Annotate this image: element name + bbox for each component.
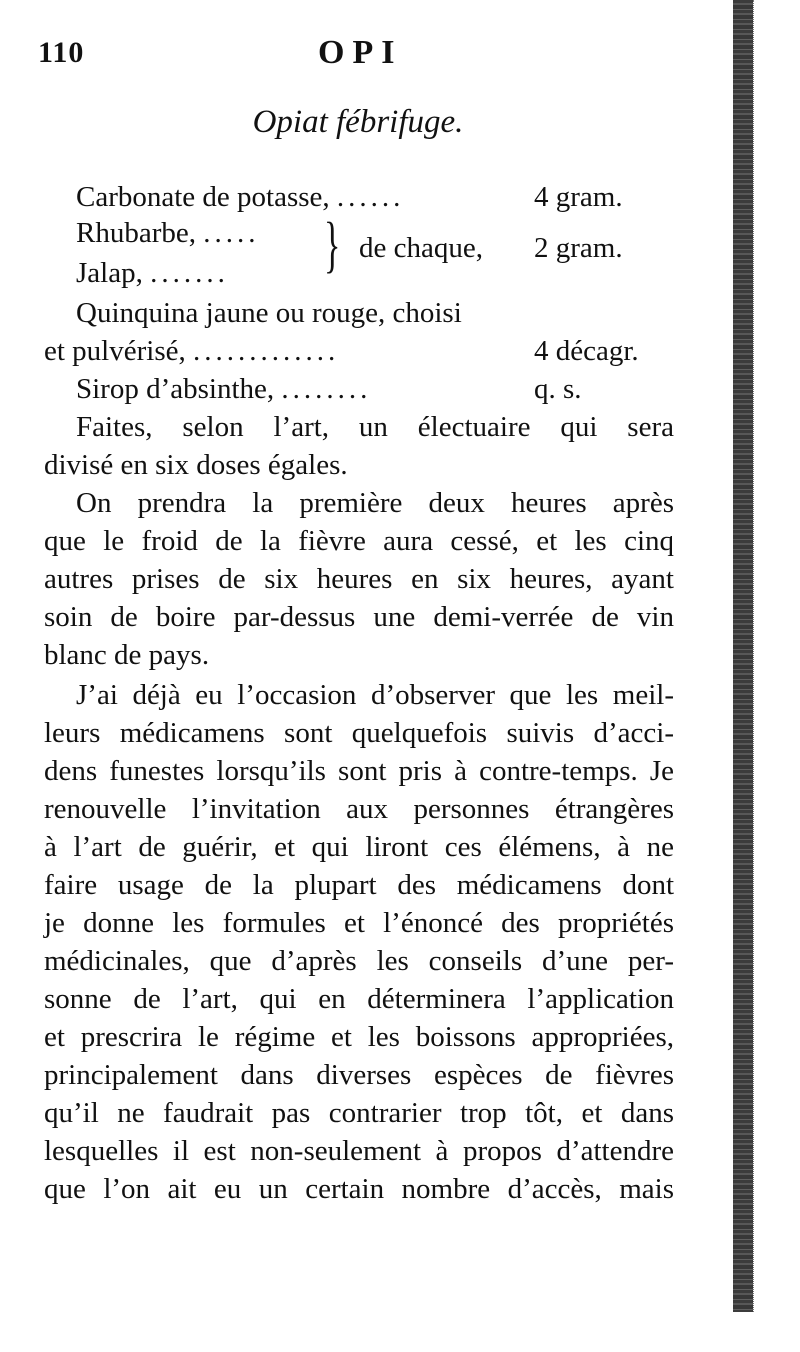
- text-line: faire usage de la plupart des médicamens dont: [44, 869, 674, 901]
- text-line: Faites, selon l’art, un électuaire qui sera: [76, 411, 674, 443]
- recipe-line-sirop: [44, 370, 674, 408]
- text-line: J’ai déjà eu l’occasion d’observer que les meil-: [76, 679, 674, 711]
- text-line: soin de boire par-dessus une demi-verrée de vin: [44, 601, 674, 633]
- page-header: [38, 34, 678, 82]
- text-line: On prendra la première deux heures après: [76, 487, 674, 519]
- text-line: autres prises de six heures en six heures, ayant: [44, 563, 674, 595]
- text-line: et prescrira le régime et les boissons appropriées,: [44, 1021, 674, 1053]
- brace-label: de chaque,: [359, 232, 483, 264]
- leader-dots: .............: [192, 335, 340, 367]
- text-line: je donne les formules et l’énoncé des propriétés: [44, 907, 674, 939]
- ingredient-quantity: 4 décagr.: [534, 335, 639, 367]
- binding-edge-dots: [753, 0, 758, 1312]
- ingredient-quantity: q. s.: [534, 373, 582, 405]
- page-number: 110: [38, 36, 85, 69]
- brace-quantity: 2 gram.: [534, 232, 623, 264]
- ingredient-name: Quinquina jaune ou rouge, choisi: [76, 297, 462, 329]
- text-line: divisé en six doses égales.: [44, 449, 348, 481]
- ingredient-name: Sirop d’absinthe, ........: [76, 373, 372, 405]
- text-line: renouvelle l’invitation aux personnes étrangères: [44, 793, 674, 825]
- leader-dots: .....: [203, 217, 260, 249]
- paragraph-dosage: [44, 484, 674, 674]
- recipe-line-pulverise: [44, 332, 674, 370]
- text-line: que le froid de la fièvre aura cessé, et les cinq: [44, 525, 674, 557]
- text-line: blanc de pays.: [44, 639, 210, 671]
- text-line: médicinales, que d’après les conseils d’une per-: [44, 945, 674, 977]
- ingredient-name: Carbonate de potasse, ......: [76, 181, 405, 213]
- text-line: leurs médicamens sont quelquefois suivis d’acci-: [44, 717, 674, 749]
- text-line: que l’on ait eu un certain nombre d’accès, mais: [44, 1173, 674, 1205]
- text-line: qu’il ne faudrait pas contrarier trop tôt, et dans: [44, 1097, 674, 1129]
- leader-dots: ......: [336, 181, 405, 213]
- ingredient-name: Rhubarbe, .....: [76, 217, 260, 249]
- ingredient-name: Jalap, .......: [76, 257, 229, 289]
- ingredient-name: et pulvérisé, .............: [44, 335, 340, 367]
- recipe-line-carbonate: [44, 178, 674, 216]
- text-line: lesquelles il est non-seulement à propos d’attendre: [44, 1135, 674, 1167]
- brace-group: [44, 211, 674, 294]
- leader-dots: .......: [150, 257, 229, 289]
- running-head: OPI: [318, 34, 403, 71]
- brace-symbol: }: [324, 211, 341, 279]
- text-line: à l’art de guérir, et qui liront ces élémens, à ne: [44, 831, 674, 863]
- text-line: dens funestes lorsqu’ils sont pris à contre-temps. Je: [44, 755, 674, 787]
- paragraph-instructions: [44, 408, 674, 484]
- text-line: principalement dans diverses espèces de fièvres: [44, 1059, 674, 1091]
- binding-edge: [733, 0, 753, 1312]
- recipe-line-quinquina: [44, 294, 674, 332]
- paragraph-warning: [44, 676, 674, 1208]
- text-line: sonne de l’art, qui en déterminera l’application: [44, 983, 674, 1015]
- section-title: Opiat fébrifuge.: [252, 104, 464, 140]
- leader-dots: ........: [281, 373, 372, 405]
- ingredient-quantity: 4 gram.: [534, 181, 623, 213]
